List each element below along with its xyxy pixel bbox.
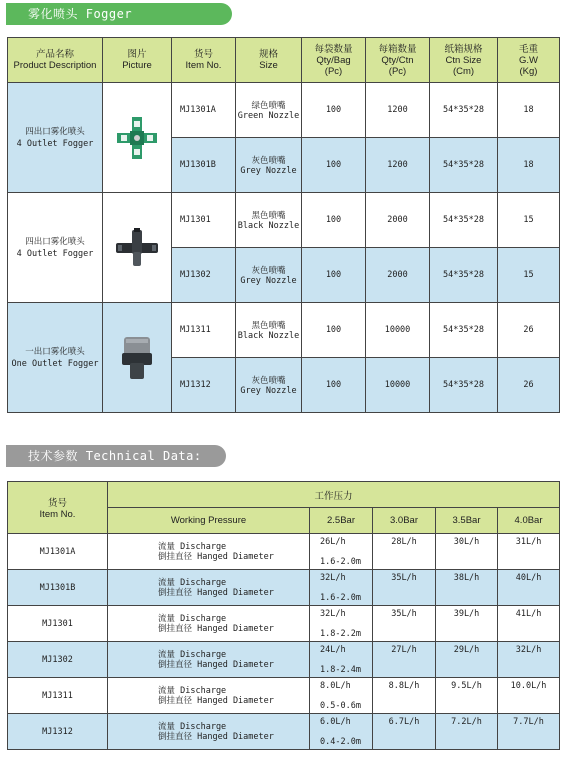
tech-row [8,534,560,570]
header-pressure-3-0: 3.0Bar [373,508,436,534]
item-no: MJ1302 [8,642,108,678]
qty-bag: 100 [302,193,366,248]
qty-ctn: 2000 [366,193,430,248]
measurement-description [108,570,310,606]
discharge-label: 流量 Discharge [158,721,227,732]
discharge-3-0bar: 35L/h [373,570,436,606]
discharge-3-5bar: 38L/h [436,570,498,606]
hanged-diameter-label: 倒挂直径 Hanged Diameter [158,695,274,706]
hanged-diameter-value: 1.6-2.0m [320,556,361,567]
header-product-description: 产品名称 Product Description [8,38,103,83]
measurement-description [108,642,310,678]
discharge-4-0bar: 32L/h [498,642,560,678]
product-group-name: 四出口雾化喷头 4 Outlet Fogger [8,193,103,303]
discharge-3-5bar: 7.2L/h [436,714,498,750]
discharge-3-0bar: 28L/h [373,534,436,570]
discharge-value: 32L/h [320,572,346,583]
header-pressure-3-5: 3.5Bar [436,508,498,534]
discharge-value: 32L/h [320,608,346,619]
discharge-2-5bar [310,642,373,678]
size: 黑色喷嘴 Black Nozzle [236,193,302,248]
item-no: MJ1311 [172,303,236,358]
gross-weight: 26 [498,358,560,413]
discharge-value: 26L/h [320,536,346,547]
ctn-size: 54*35*28 [430,303,498,358]
product-row [8,193,560,248]
hanged-diameter-label: 倒挂直径 Hanged Diameter [158,659,274,670]
hanged-diameter-value: 0.4-2.0m [320,736,361,747]
item-no: MJ1312 [172,358,236,413]
size: 灰色喷嘴 Grey Nozzle [236,358,302,413]
technical-data-table [7,481,560,750]
measurement-description [108,534,310,570]
gross-weight: 15 [498,193,560,248]
hanged-diameter-value: 1.8-2.4m [320,664,361,675]
header-item-no: 货号 Item No. [8,482,108,534]
product-table [7,37,560,413]
discharge-4-0bar: 7.7L/h [498,714,560,750]
discharge-3-0bar: 6.7L/h [373,714,436,750]
ctn-size: 54*35*28 [430,193,498,248]
qty-bag: 100 [302,83,366,138]
header-working-pressure: Working Pressure [108,508,310,534]
item-no: MJ1301A [8,534,108,570]
size: 灰色喷嘴 Grey Nozzle [236,138,302,193]
qty-bag: 100 [302,248,366,303]
item-no: MJ1302 [172,248,236,303]
product-group-name: 四出口雾化喷头 4 Outlet Fogger [8,83,103,193]
gross-weight: 18 [498,138,560,193]
section-title-technical-data: 技术参数 Technical Data: [6,445,226,467]
item-no: MJ1301 [8,606,108,642]
discharge-3-5bar: 30L/h [436,534,498,570]
black-4-outlet-fogger-icon [103,193,172,303]
measurement-description [108,606,310,642]
discharge-label: 流量 Discharge [158,613,227,624]
ctn-size: 54*35*28 [430,83,498,138]
tech-header-row-1 [8,482,560,508]
hanged-diameter-label: 倒挂直径 Hanged Diameter [158,623,274,634]
gross-weight: 18 [498,83,560,138]
item-no: MJ1301B [172,138,236,193]
header-item-no: 货号 Item No. [172,38,236,83]
measurement-description [108,678,310,714]
header-qty-bag: 每袋数量 Qty/Bag (Pc) [302,38,366,83]
tech-row [8,606,560,642]
qty-ctn: 1200 [366,138,430,193]
section-title-fogger: 雾化喷头 Fogger [6,3,232,25]
header-picture: 图片 Picture [103,38,172,83]
tech-row [8,570,560,606]
discharge-label: 流量 Discharge [158,577,227,588]
ctn-size: 54*35*28 [430,358,498,413]
discharge-4-0bar: 10.0L/h [498,678,560,714]
discharge-3-5bar: 9.5L/h [436,678,498,714]
qty-bag: 100 [302,303,366,358]
discharge-4-0bar: 41L/h [498,606,560,642]
size: 灰色喷嘴 Grey Nozzle [236,248,302,303]
tech-row [8,714,560,750]
header-pressure-cn: 工作压力 [108,482,560,508]
header-size: 规格 Size [236,38,302,83]
ctn-size: 54*35*28 [430,138,498,193]
discharge-2-5bar [310,714,373,750]
one-outlet-fogger-icon [103,303,172,413]
qty-ctn: 10000 [366,303,430,358]
discharge-3-5bar: 29L/h [436,642,498,678]
discharge-3-0bar: 27L/h [373,642,436,678]
hanged-diameter-value: 0.5-0.6m [320,700,361,711]
item-no: MJ1301 [172,193,236,248]
hanged-diameter-label: 倒挂直径 Hanged Diameter [158,551,274,562]
header-pressure-4-0: 4.0Bar [498,508,560,534]
green-4-outlet-fogger-icon [103,83,172,193]
size: 黑色喷嘴 Black Nozzle [236,303,302,358]
header-qty-ctn: 每箱数量 Qty/Ctn (Pc) [366,38,430,83]
discharge-3-0bar: 8.8L/h [373,678,436,714]
qty-ctn: 10000 [366,358,430,413]
product-header-row [8,38,560,83]
qty-ctn: 2000 [366,248,430,303]
discharge-2-5bar [310,534,373,570]
gross-weight: 26 [498,303,560,358]
hanged-diameter-value: 1.6-2.0m [320,592,361,603]
discharge-label: 流量 Discharge [158,685,227,696]
discharge-value: 6.0L/h [320,716,351,727]
item-no: MJ1311 [8,678,108,714]
qty-bag: 100 [302,138,366,193]
header-gross-weight: 毛重 G.W (Kg) [498,38,560,83]
size: 绿色喷嘴 Green Nozzle [236,83,302,138]
product-row [8,83,560,138]
qty-bag: 100 [302,358,366,413]
item-no: MJ1301A [172,83,236,138]
measurement-description [108,714,310,750]
qty-ctn: 1200 [366,83,430,138]
tech-row [8,678,560,714]
discharge-value: 8.0L/h [320,680,351,691]
discharge-4-0bar: 31L/h [498,534,560,570]
item-no: MJ1301B [8,570,108,606]
product-row [8,303,560,358]
discharge-4-0bar: 40L/h [498,570,560,606]
hanged-diameter-label: 倒挂直径 Hanged Diameter [158,731,274,742]
ctn-size: 54*35*28 [430,248,498,303]
discharge-3-0bar: 35L/h [373,606,436,642]
discharge-2-5bar [310,606,373,642]
header-ctn-size: 纸箱规格 Ctn Size (Cm) [430,38,498,83]
product-group-name: 一出口雾化喷头 One Outlet Fogger [8,303,103,413]
header-pressure-2-5: 2.5Bar [310,508,373,534]
discharge-value: 24L/h [320,644,346,655]
tech-row [8,642,560,678]
hanged-diameter-label: 倒挂直径 Hanged Diameter [158,587,274,598]
discharge-2-5bar [310,678,373,714]
discharge-label: 流量 Discharge [158,541,227,552]
item-no: MJ1312 [8,714,108,750]
hanged-diameter-value: 1.8-2.2m [320,628,361,639]
discharge-2-5bar [310,570,373,606]
discharge-3-5bar: 39L/h [436,606,498,642]
discharge-label: 流量 Discharge [158,649,227,660]
gross-weight: 15 [498,248,560,303]
